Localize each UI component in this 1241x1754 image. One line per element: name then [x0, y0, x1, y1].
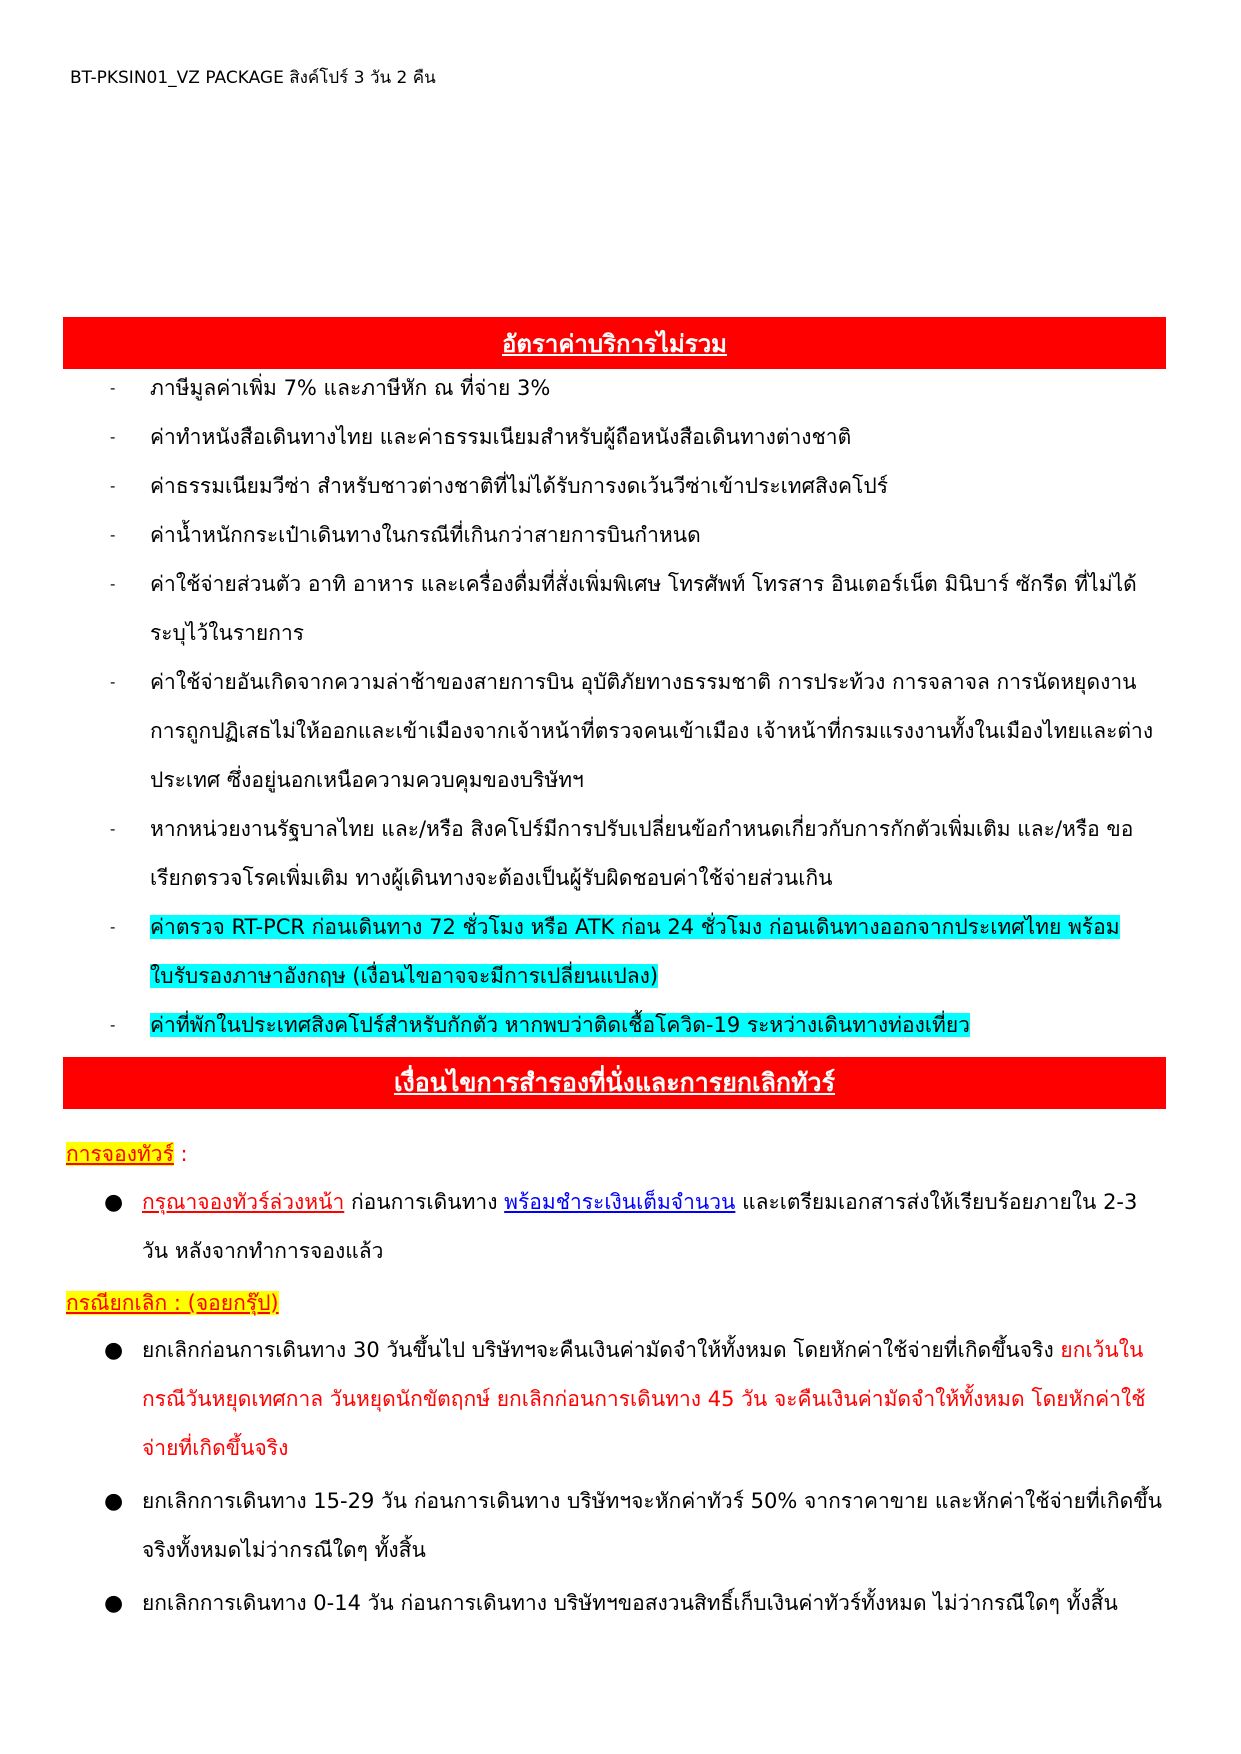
booking-label: การจองทัวร์ :	[66, 1142, 188, 1166]
cancel-list	[100, 1326, 1166, 1632]
list-item: ● ยกเลิกก่อนการเดินทาง 30 วันขึ้นไป บริษัทฯจะคืนเงินค่ามัดจำให้ทั้งหมด โดยหักค่าใช้จ่ายที่เกิดขึ้นจริง ยกเว้นในกรณีวันหยุดเทศกาล วันหยุดนักขัตฤกษ์ ยกเลิกก่อนการเดินทาง 45 วัน จะคืนเงินค่ามัดจำให้ทั้งหมด โดยหักค่าใช้จ่ายที่เกิดขึ้นจริง	[104, 1338, 1146, 1460]
list-item-highlighted: - ค่าตรวจ RT-PCR ก่อนเดินทาง 72 ชั่วโมง หรือ ATK ก่อน 24 ชั่วโมง ก่อนเดินทางออกจากประเทศไทย พร้อมใบรับรองภาษาอังกฤษ (เงื่อนไขอาจจะมีการเปลี่ยนแปลง)	[110, 915, 1120, 988]
list-item: ● กรุณาจองทัวร์ล่วงหน้า ก่อนการเดินทาง พร้อมชำระเงินเต็มจำนวน และเตรียมเอกสารส่งให้เรียบร้อยภายใน 2-3 วัน หลังจากทำการจองแล้ว	[104, 1190, 1138, 1263]
excluded-services-list	[110, 364, 1166, 1050]
document-id: BT-PKSIN01_VZ PACKAGE สิงค์โปร์ 3 วัน 2 คืน	[70, 68, 436, 88]
book-in-advance-link[interactable]: กรุณาจองทัวร์ล่วงหน้า	[142, 1190, 345, 1214]
list-item: - ภาษีมูลค่าเพิ่ม 7% และภาษีหัก ณ ที่จ่าย 3%	[110, 376, 551, 400]
list-item: - ค่าใช้จ่ายอันเกิดจากความล่าช้าของสายการบิน อุบัติภัยทางธรรมชาติ การประท้วง การจลาจล การนัดหยุดงาน การถูกปฏิเสธไม่ให้ออกและเข้าเมืองจากเจ้าหน้าที่ตรวจคนเข้าเมือง เจ้าหน้าที่กรมแรงงานทั้งในเมืองไทยและต่างประเทศ ซึ่งอยู่นอกเหนือความควบคุมของบริษัทฯ	[110, 670, 1154, 792]
list-item: ● ยกเลิกการเดินทาง 0-14 วัน ก่อนการเดินทาง บริษัทฯขอสงวนสิทธิ์เก็บเงินค่าทัวร์ทั้งหมด ไม่ว่ากรณีใดๆ ทั้งสิ้น	[104, 1591, 1118, 1616]
full-payment-link[interactable]: พร้อมชำระเงินเต็มจำนวน	[504, 1190, 736, 1214]
excluded-services-banner	[63, 317, 1166, 369]
list-item-highlighted: - ค่าที่พักในประเทศสิงคโปร์สำหรับกักตัว หากพบว่าติดเชื้อโควิด-19 ระหว่างเดินทางท่องเที่ยว	[110, 1013, 970, 1037]
list-item: - หากหน่วยงานรัฐบาลไทย และ/หรือ สิงคโปร์มีการปรับเปลี่ยนข้อกำหนดเกี่ยวกับการกักตัวเพิ่มเติม และ/หรือ ขอเรียกตรวจโรคเพิ่มเติม ทางผู้เดินทางจะต้องเป็นผู้รับผิดชอบค่าใช้จ่ายส่วนเกิน	[110, 817, 1134, 890]
booking-conditions-banner	[63, 1057, 1166, 1109]
list-item: ● ยกเลิกการเดินทาง 15-29 วัน ก่อนการเดินทาง บริษัทฯจะหักค่าทัวร์ 50% จากราคาขาย และหักค่าใช้จ่ายที่เกิดขึ้นจริงทั้งหมดไม่ว่ากรณีใดๆ ทั้งสิ้น	[104, 1489, 1162, 1562]
list-item: - ค่าทำหนังสือเดินทางไทย และค่าธรรมเนียมสำหรับผู้ถือหนังสือเดินทางต่างชาติ	[110, 425, 852, 449]
booking-conditions-title: เงื่อนไขการสำรองที่นั่งและการยกเลิกทัวร์	[393, 1068, 836, 1097]
list-item: - ค่าใช้จ่ายส่วนตัว อาทิ อาหาร และเครื่องดื่มที่สั่งเพิ่มพิเศษ โทรศัพท์ โทรสาร อินเตอร์เน็ต มินิบาร์ ซักรีด ที่ไม่ได้ระบุไว้ในรายการ	[110, 572, 1137, 645]
list-item: - ค่าธรรมเนียมวีซ่า สำหรับชาวต่างชาติที่ไม่ได้รับการงดเว้นวีซ่าเข้าประเทศสิงคโปร์	[110, 474, 888, 498]
list-item: - ค่าน้ำหนักกระเป๋าเดินทางในกรณีที่เกินกว่าสายการบินกำหนด	[110, 523, 701, 547]
excluded-services-title: อัตราค่าบริการไม่รวม	[502, 329, 727, 358]
cancel-label: กรณียกเลิก : (จอยกรุ๊ป)	[66, 1291, 279, 1315]
booking-list	[100, 1178, 1166, 1280]
